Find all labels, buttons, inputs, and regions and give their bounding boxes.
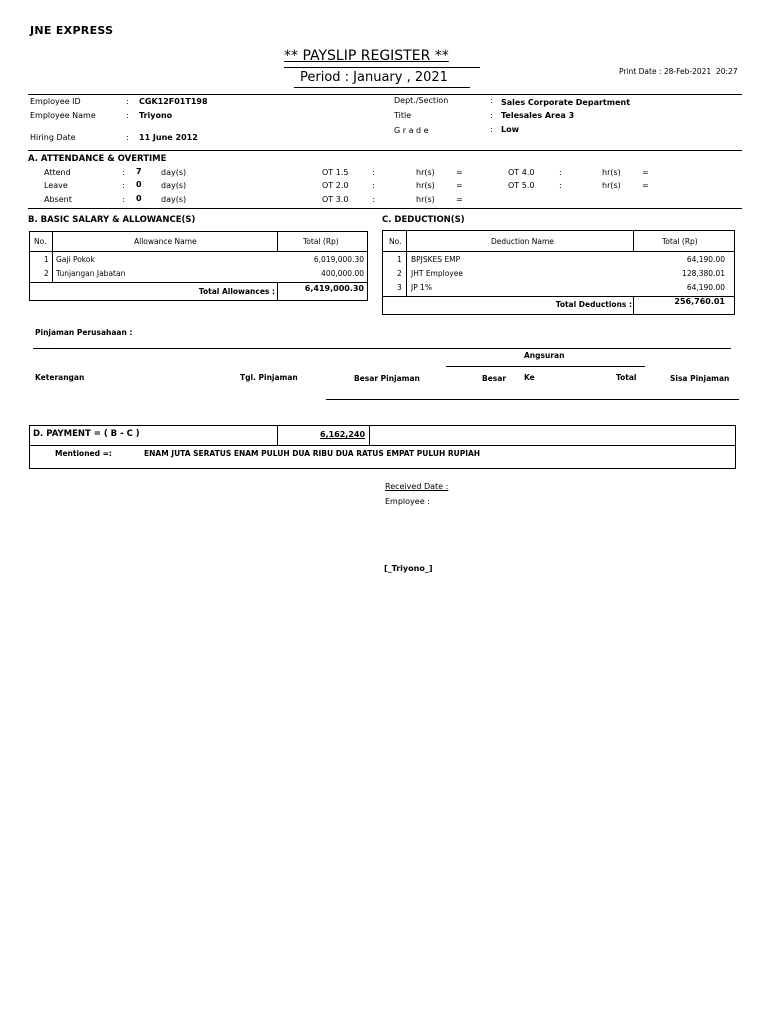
equals: =	[642, 181, 649, 190]
loan-col-tgl: Tgl. Pinjaman	[240, 373, 298, 382]
absent-label: Absent	[44, 195, 72, 204]
table-rule	[29, 251, 368, 252]
hiring-date-label: Hiring Date	[30, 133, 76, 142]
table-rule	[52, 231, 53, 282]
print-date-value: 28-Feb-2021	[663, 67, 712, 76]
colon: :	[490, 96, 493, 105]
total-deductions-label: Total Deductions :	[555, 300, 632, 309]
deduction-col-name: Deduction Name	[491, 237, 554, 246]
page-title: ** PAYSLIP REGISTER **	[284, 48, 449, 64]
loan-col-sisa: Sisa Pinjaman	[670, 374, 730, 383]
department: Sales Corporate Department	[501, 98, 631, 107]
payment-label: D. PAYMENT = ( B - C )	[33, 429, 140, 439]
colon: :	[126, 111, 129, 120]
payment-rule	[277, 425, 278, 445]
allowance-col-no: No.	[34, 237, 47, 246]
allowance-row-no: 1	[44, 255, 49, 264]
period-underline	[294, 87, 470, 88]
colon: :	[372, 168, 375, 177]
loan-rule	[326, 399, 739, 400]
allowance-row-total: 6,019,000.30	[313, 255, 364, 264]
header-divider	[28, 94, 742, 95]
allowance-heading: B. BASIC SALARY & ALLOWANCE(S)	[28, 215, 196, 225]
allowance-row-total: 400,000.00	[321, 269, 364, 278]
colon: :	[372, 195, 375, 204]
ot-unit: hr(s)	[602, 181, 621, 190]
allowance-row-no: 2	[44, 269, 49, 278]
print-date	[619, 67, 738, 76]
attend-label: Attend	[44, 168, 71, 177]
colon: :	[372, 181, 375, 190]
section-divider	[28, 208, 742, 209]
loan-col-ke: Ke	[524, 373, 535, 382]
grade-label: G r a d e	[394, 126, 429, 135]
colon: :	[559, 181, 562, 190]
ot-unit: hr(s)	[602, 168, 621, 177]
mentioned-text: ENAM JUTA SERATUS ENAM PULUH DUA RIBU DUA RATUS EMPAT PULUH RUPIAH	[144, 449, 481, 458]
deduction-col-total: Total (Rp)	[662, 237, 698, 246]
loan-rule	[446, 366, 645, 367]
deduction-row-total: 64,190.00	[686, 255, 725, 264]
title-underline	[284, 67, 480, 68]
deduction-row-total: 128,380.01	[682, 269, 725, 278]
deduction-row-no: 3	[397, 283, 402, 292]
employee-id: CGK12F01T198	[139, 97, 208, 106]
employee-id-label: Employee ID	[30, 97, 81, 106]
table-rule	[633, 230, 634, 252]
period: Period : January , 2021	[300, 70, 448, 85]
attendance-heading: A. ATTENDANCE & OVERTIME	[28, 154, 167, 164]
colon: :	[122, 168, 125, 177]
deduction-heading: C. DEDUCTION(S)	[382, 215, 465, 225]
leave-label: Leave	[44, 181, 68, 190]
company-name: JNE EXPRESS	[30, 24, 114, 37]
payment-rule	[29, 445, 736, 446]
table-rule	[406, 230, 407, 296]
total-allowances: 6,419,000.30	[304, 284, 364, 293]
loan-col-besar-pinjaman: Besar Pinjaman	[354, 374, 420, 383]
loan-heading: Pinjaman Perusahaan :	[35, 328, 133, 337]
grade: Low	[501, 125, 519, 134]
ot-label: OT 4.0	[508, 168, 535, 177]
employee-name-label: Employee Name	[30, 111, 96, 120]
colon: :	[559, 168, 562, 177]
deduction-row-name: JHT Employee	[411, 269, 463, 278]
ot-label: OT 2.0	[322, 181, 349, 190]
leave-value: 0	[136, 180, 142, 189]
absent-unit: day(s)	[161, 195, 187, 204]
table-rule	[277, 231, 278, 252]
ot-unit: hr(s)	[416, 168, 435, 177]
loan-angsuran: Angsuran	[524, 351, 565, 360]
loan-rule	[33, 348, 731, 349]
mentioned-label: Mentioned =:	[55, 449, 112, 458]
leave-unit: day(s)	[161, 181, 187, 190]
allowance-col-total: Total (Rp)	[303, 237, 339, 246]
colon: :	[126, 133, 129, 142]
loan-col-besar: Besar	[482, 374, 507, 383]
loan-col-keterangan: Keterangan	[35, 373, 85, 382]
attend-value: 7	[136, 167, 142, 176]
deduction-row-no: 2	[397, 269, 402, 278]
equals: =	[642, 168, 649, 177]
ot-unit: hr(s)	[416, 181, 435, 190]
payment-rule	[369, 425, 370, 445]
equals: =	[456, 168, 463, 177]
allowance-row-name: Tunjangan Jabatan	[56, 269, 126, 278]
total-allowances-label: Total Allowances :	[198, 287, 275, 296]
ot-label: OT 3.0	[322, 195, 349, 204]
equals: =	[456, 195, 463, 204]
allowance-col-name: Allowance Name	[134, 237, 197, 246]
deduction-col-no: No.	[389, 237, 402, 246]
table-rule	[382, 251, 735, 252]
colon: :	[122, 195, 125, 204]
title-label: Title	[394, 111, 412, 120]
loan-col-total: Total	[616, 373, 637, 382]
ot-label: OT 5.0	[508, 181, 535, 190]
section-divider	[28, 150, 742, 151]
print-date-label: Print Date :	[619, 67, 662, 76]
hiring-date: 11 June 2012	[139, 133, 198, 142]
absent-value: 0	[136, 194, 142, 203]
employee-sign-label: Employee :	[385, 497, 430, 506]
colon: :	[490, 111, 493, 120]
colon: :	[490, 125, 493, 134]
total-deductions: 256,760.01	[674, 297, 725, 306]
colon: :	[126, 97, 129, 106]
employee-name: Triyono	[139, 111, 173, 120]
colon: :	[122, 181, 125, 190]
deduction-row-name: JP 1%	[411, 283, 433, 292]
equals: =	[456, 181, 463, 190]
signature-name: [_Triyono_]	[384, 564, 433, 573]
payment-value: 6,162,240	[320, 430, 366, 439]
dept-label: Dept./Section	[394, 96, 449, 105]
deduction-row-no: 1	[397, 255, 402, 264]
attend-unit: day(s)	[161, 168, 187, 177]
print-time-value: 20:27	[715, 67, 738, 76]
deduction-row-name: BPJSKES EMP	[411, 255, 461, 264]
received-date-label: Received Date :	[385, 482, 449, 491]
job-title: Telesales Area 3	[501, 111, 575, 120]
deduction-row-total: 64,190.00	[686, 283, 725, 292]
table-rule	[633, 296, 634, 315]
allowance-row-name: Gaji Pokok	[56, 255, 95, 264]
ot-unit: hr(s)	[416, 195, 435, 204]
ot-label: OT 1.5	[322, 168, 349, 177]
